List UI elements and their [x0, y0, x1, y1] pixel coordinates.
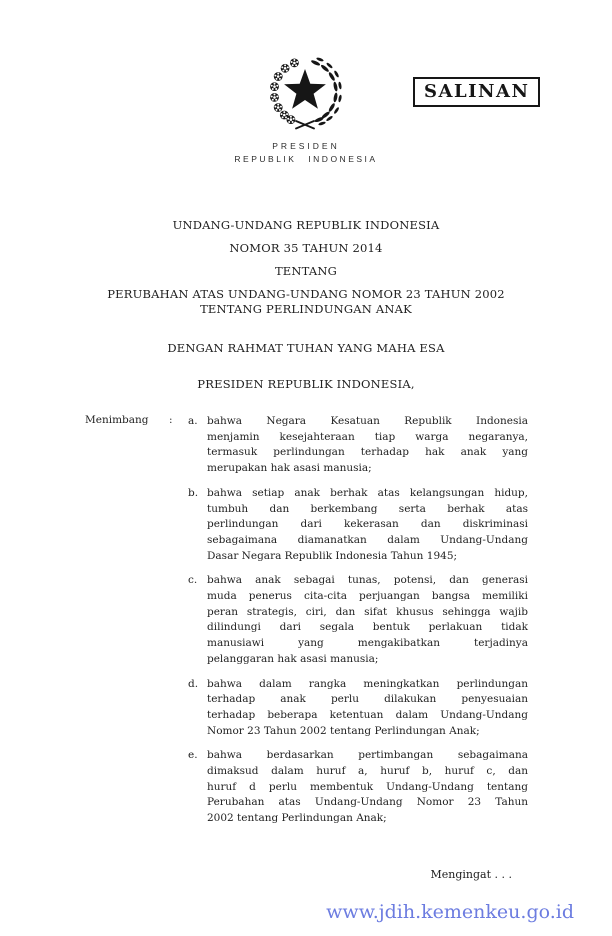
- considerations-items: [188, 414, 528, 827]
- consideration-text: [207, 486, 528, 565]
- consideration-letter: d.: [188, 677, 199, 690]
- text-line: Perubahan atas Undang-Undang Nomor 23 Tahun: [207, 796, 528, 809]
- considerations-separator: :: [169, 414, 173, 426]
- text-line: bahwa Negara Kesatuan Republik Indonesia: [207, 415, 528, 427]
- text-line: menjamin kesejahteraan tiap warga negaranya,: [207, 430, 528, 443]
- text-line: muda penerus cita-cita perjuangan bangsa memiliki: [207, 590, 528, 603]
- text-line: peran strategis, ciri, dan sifat khusus sehingga wajib: [207, 605, 528, 618]
- letterhead: [0, 141, 612, 164]
- text-line: Nomor 23 Tahun 2002 tentang Perlindungan Anak;: [207, 724, 480, 737]
- text-line: 2002 tentang Perlindungan Anak;: [207, 812, 387, 825]
- consideration-letter: c.: [188, 574, 198, 587]
- text-line: merupakan hak asasi manusia;: [207, 462, 372, 475]
- invocation-line: DENGAN RAHMAT TUHAN YANG MAHA ESA: [167, 341, 445, 355]
- catchword: Mengingat . . .: [430, 868, 512, 881]
- text-line: perlindungan dari kekerasan dan diskriminasi: [207, 518, 528, 531]
- consideration-letter: e.: [188, 749, 198, 762]
- text-line: huruf d perlu membentuk Undang-Undang tentang: [207, 780, 528, 793]
- salinan-stamp-label: SALINAN: [424, 81, 530, 102]
- salinan-stamp: [413, 77, 540, 107]
- text-line: manusiawi yang mengakibatkan terjadinya: [207, 637, 528, 650]
- consideration-item: [188, 573, 528, 667]
- consideration-text: [207, 677, 528, 740]
- consideration-text: [207, 414, 528, 477]
- footer-link[interactable]: www.jdih.kemenkeu.go.id: [326, 901, 574, 923]
- text-line: tumbuh dan berkembang serta berhak atas: [207, 502, 528, 515]
- consideration-item: [188, 748, 528, 827]
- title-line-2: NOMOR 35 TAHUN 2014: [229, 241, 383, 255]
- text-line: bahwa setiap anak berhak atas kelangsungan hidup,: [207, 486, 528, 499]
- title-line-4: PERUBAHAN ATAS UNDANG-UNDANG NOMOR 23 TAHUN 2002: [107, 287, 505, 301]
- consideration-text: [207, 748, 528, 827]
- letterhead-line2: REPUBLIK INDONESIA: [234, 154, 378, 164]
- title-line-1: UNDANG-UNDANG REPUBLIK INDONESIA: [172, 218, 440, 232]
- consideration-item: [188, 486, 528, 565]
- text-line: terhadap beberapa ketentuan dalam Undang-Undang: [207, 708, 528, 721]
- text-line: Dasar Negara Republik Indonesia Tahun 1945;: [207, 549, 458, 562]
- consideration-item: [188, 414, 528, 477]
- consideration-item: [188, 677, 528, 740]
- considerations-section: [85, 414, 528, 827]
- consideration-text: [207, 573, 528, 667]
- text-line: terhadap anak perlu dilakukan penyesuaian: [207, 693, 528, 706]
- text-line: sebagaimana diamanatkan dalam Undang-Undang: [207, 533, 528, 546]
- title-line-5: TENTANG PERLINDUNGAN ANAK: [200, 302, 412, 316]
- authority-line: PRESIDEN REPUBLIK INDONESIA,: [197, 377, 415, 391]
- text-line: termasuk perlindungan terhadap hak anak yang: [207, 446, 528, 459]
- text-line: dilindungi dari segala bentuk perlakuan tidak: [207, 621, 528, 634]
- title-line-3: TENTANG: [274, 264, 338, 278]
- text-line: bahwa berdasarkan pertimbangan sebagaimana: [207, 749, 528, 762]
- considerations-label: Menimbang: [85, 414, 149, 426]
- consideration-letter: a.: [188, 415, 198, 427]
- letterhead-line1: PRESIDEN: [272, 141, 340, 151]
- presidential-seal-icon: [265, 52, 345, 136]
- title-block: [0, 218, 612, 392]
- text-line: pelanggaran hak asasi manusia;: [207, 652, 379, 665]
- text-line: bahwa anak sebagai tunas, potensi, dan generasi: [207, 574, 528, 587]
- consideration-letter: b.: [188, 486, 199, 499]
- text-line: dimaksud dalam huruf a, huruf b, huruf c, dan: [207, 765, 528, 778]
- text-line: bahwa dalam rangka meningkatkan perlindungan: [207, 677, 528, 690]
